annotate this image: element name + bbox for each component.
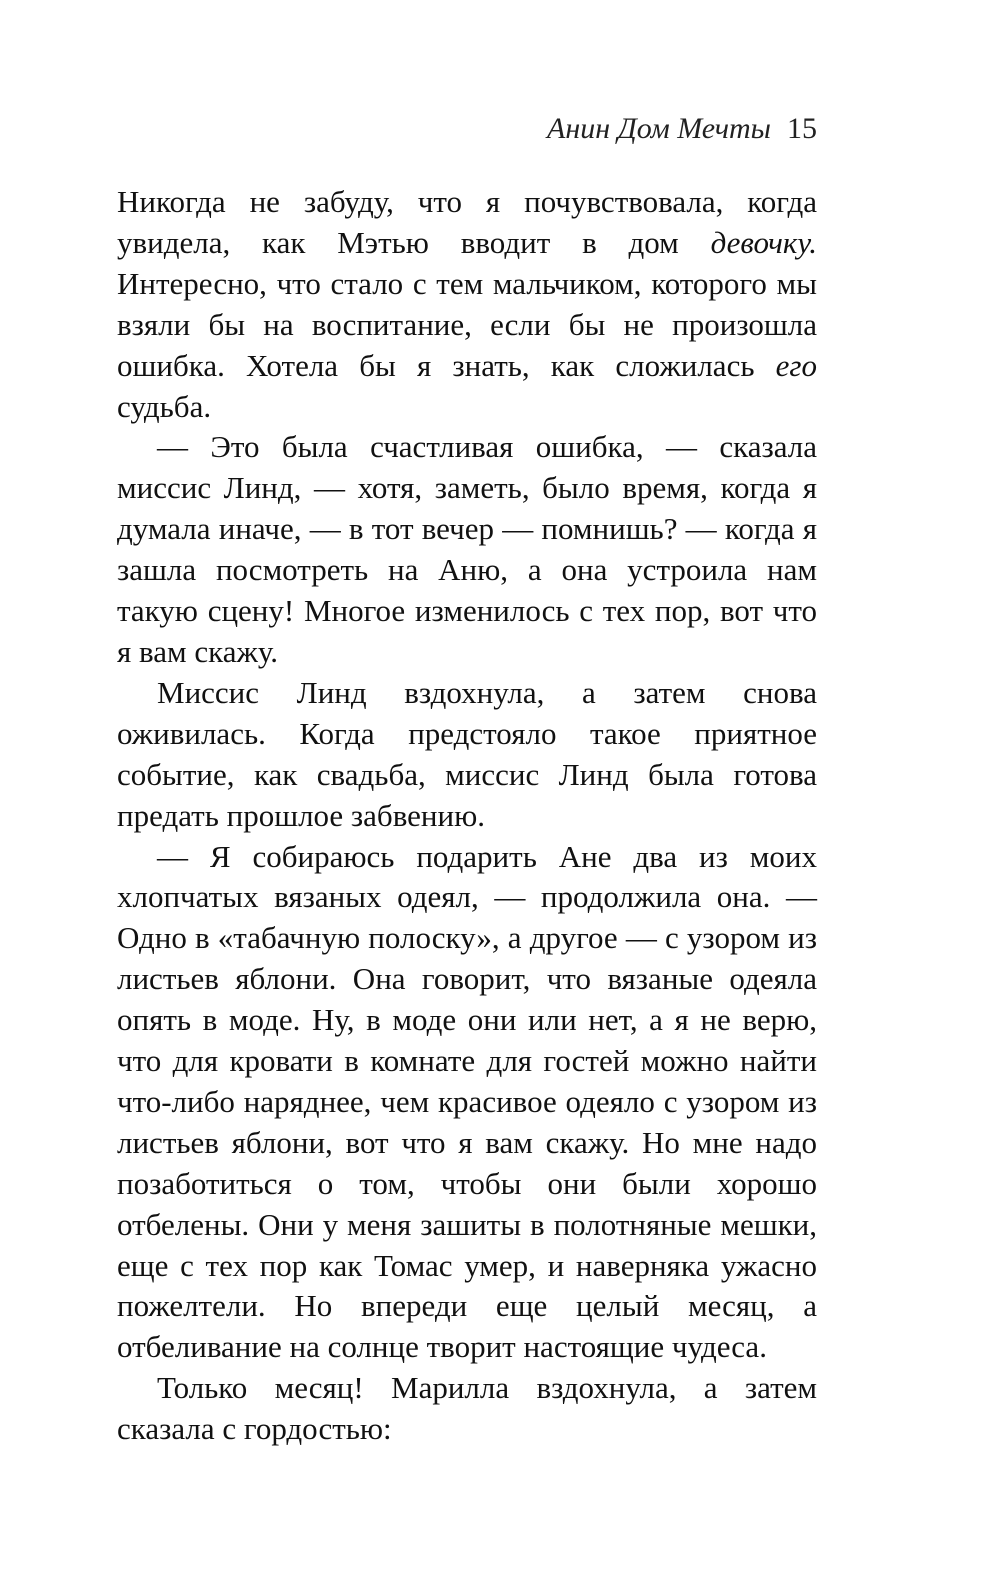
paragraph-2: [117, 427, 817, 672]
text-run: Миссис Линд вздохнула, а затем снова оживилась. Когда предстояло такое приятное событие, как свадьба, миссис Линд была готова предать прошлое забвению.: [117, 674, 817, 833]
running-header: [547, 114, 817, 144]
running-header-title: Анин Дом Мечты: [547, 112, 771, 145]
text-run: Никогда не забуду, что я почувствовала, когда увидела, как Мэтью вводит в дом: [117, 184, 817, 260]
text-run: — Это была счастливая ошибка, — сказала миссис Линд, — хотя, заметь, было время, когда я думала иначе, — в тот вечер — помнишь? — когда я зашла посмотреть на Аню, а она устроила нам такую сцену! Многое изменилось с тех пор, вот что я вам скажу.: [117, 429, 817, 669]
paragraph-5: [117, 1368, 817, 1450]
paragraph-1: [117, 182, 817, 427]
page-number: 15: [787, 112, 817, 145]
text-run: судьба.: [117, 388, 212, 424]
text-run: — Я собираюсь подарить Ане два из моих хлопчатых вязаных одеял, — продолжила она. — Одно в «табачную полоску», а другое — с узором из листьев яблони. Она говорит, что вязаные одеяла опять в моде. Ну, в моде они или нет, а я не верю, что для кровати в комнате для гостей можно найти что-либо наряднее, чем красивое одеяло с узором из листьев яблони, вот что я вам скажу. Но мне надо позаботиться о том, чтобы они были хорошо отбелены. Они у меня зашиты в полотняные мешки, еще с тех пор как Томас умер, и наверняка ужасно пожелтели. Но впереди еще целый месяц, а отбеливание на солнце творит настоящие чудеса.: [117, 838, 817, 1365]
paragraph-3: [117, 673, 817, 837]
text-run: Интересно, что стало с тем мальчиком, которого мы взяли бы на воспитание, если бы не произошла ошибка. Хотела бы я знать, как сложилась: [117, 265, 817, 383]
paragraph-4: [117, 837, 817, 1369]
text-run: Только месяц! Марилла вздохнула, а затем сказала с гордостью:: [117, 1370, 817, 1447]
body-text: [117, 182, 817, 1450]
emphasis-run: его: [775, 347, 817, 383]
emphasis-run: девочку.: [710, 224, 817, 260]
